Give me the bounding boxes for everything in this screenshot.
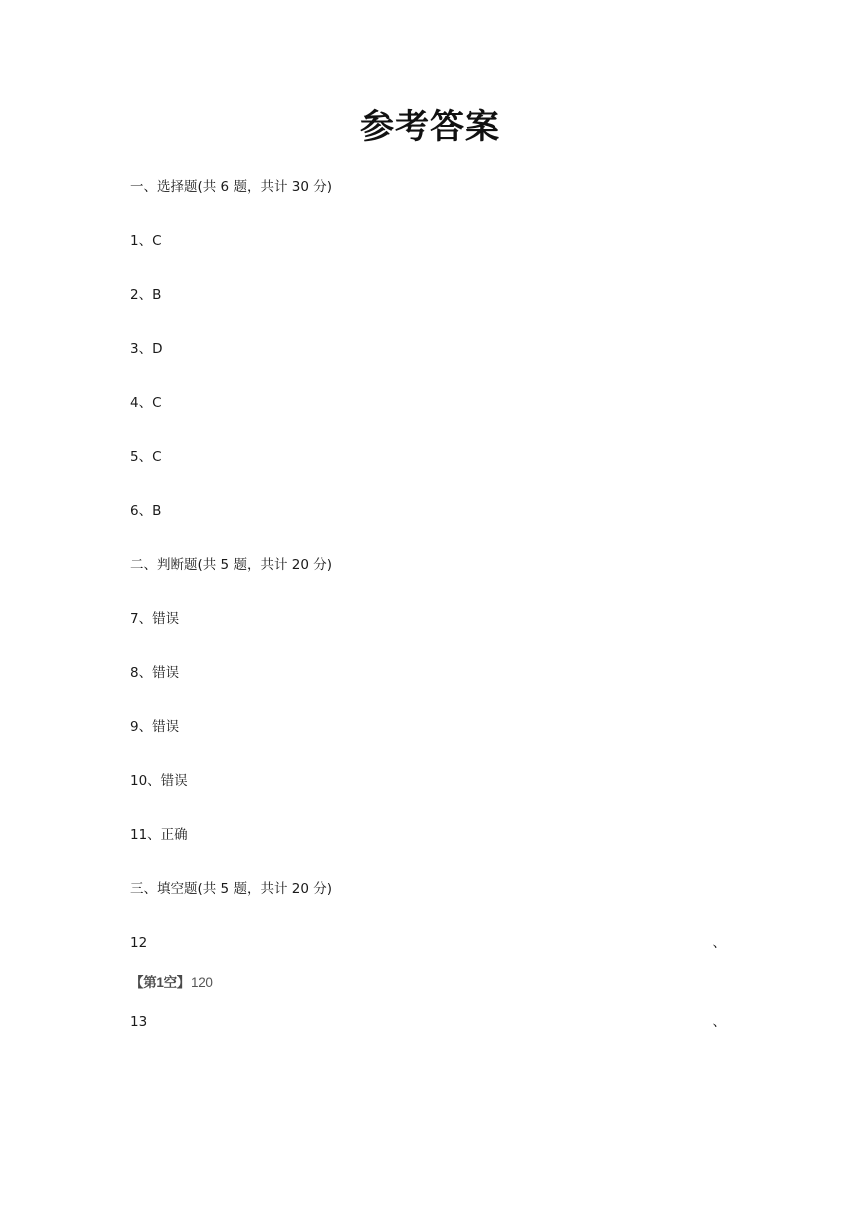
judge-answer-10: 10、错误 — [130, 773, 188, 789]
fill-question-mark: 、 — [712, 935, 726, 951]
fill-question-number: 13 — [130, 1014, 148, 1030]
choice-answer-4: 4、C — [130, 395, 162, 411]
fill-answer-12 — [130, 974, 213, 992]
section-heading-judge: 二、判断题(共 5 题，共计 20 分) — [130, 557, 332, 573]
judge-answer-7: 7、错误 — [130, 611, 180, 627]
choice-answer-6: 6、B — [130, 503, 162, 519]
section-heading-fill: 三、填空题(共 5 题，共计 20 分) — [130, 881, 332, 897]
fill-answer-value: 120 — [191, 975, 213, 990]
choice-answer-5: 5、C — [130, 449, 162, 465]
choice-answer-1: 1、C — [130, 233, 162, 249]
judge-answer-8: 8、错误 — [130, 665, 180, 681]
fill-question-mark: 、 — [712, 1014, 726, 1030]
fill-question-number: 12 — [130, 935, 148, 951]
judge-answer-11: 11、正确 — [130, 827, 188, 843]
page-title: 参考答案 — [360, 107, 500, 147]
judge-answer-9: 9、错误 — [130, 719, 180, 735]
fill-answer-label: 【第1空】 — [130, 975, 191, 990]
section-heading-choice: 一、选择题(共 6 题，共计 30 分) — [130, 179, 332, 195]
choice-answer-3: 3、D — [130, 341, 163, 357]
choice-answer-2: 2、B — [130, 287, 162, 303]
